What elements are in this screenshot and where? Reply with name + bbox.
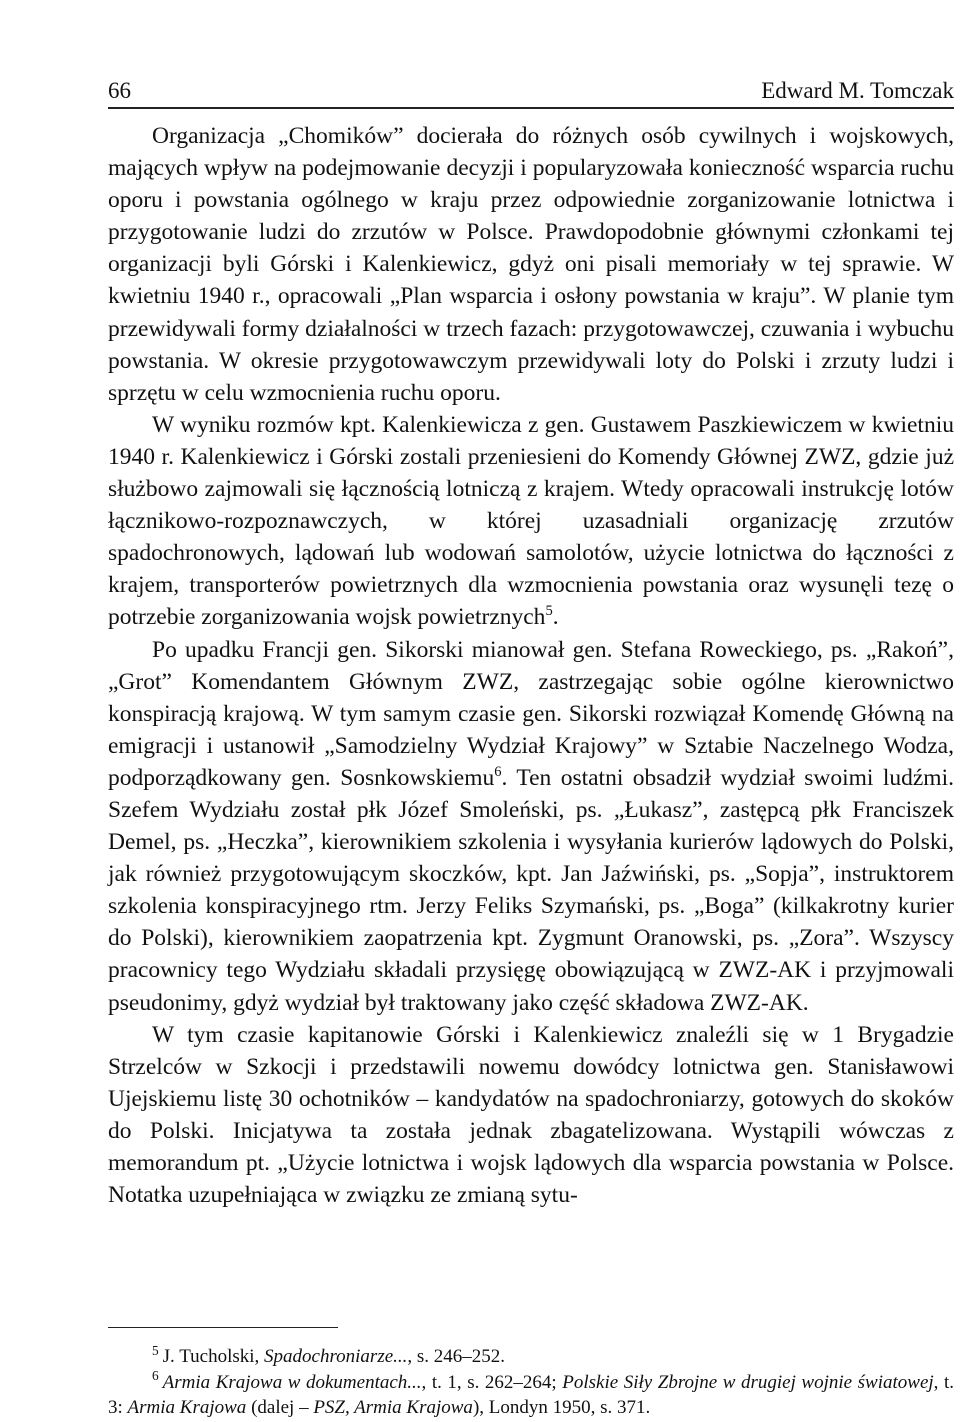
footnote-title: Spadochroniarze...	[264, 1346, 408, 1367]
header-rule	[108, 107, 954, 109]
paragraph	[108, 1019, 954, 1212]
paragraph	[108, 409, 954, 634]
paragraph-text: W tym czasie kapitanowie Górski i Kalenkiewicz znaleźli się w 1 Brygadzie Strzelców w Szkocji i przedstawili nowemu dowódcy lotnictwa gen. Stanisławowi Ujejskiemu listę 30 ochotników – kandydatów na spadochroniarzy, gotowych do skoków do Polski. Inicjatywa ta została jednak zbagatelizowana. Wystąpili wówczas z memorandum pt. „Użycie lotnictwa i wojsk lądowych dla wsparcia powstania w Polsce. Notatka uzupełniająca w związku ze zmianą sytu-	[108, 1021, 954, 1209]
footnote-title: Polskie Siły Zbrojne w drugiej wojnie światowej	[562, 1371, 934, 1393]
paragraph-text: W wyniku rozmów kpt. Kalenkiewicza z gen. Gustawem Paszkiewiczem w kwietniu 1940 r. Kalenkiewicz i Górski zostali przeniesieni do Komendy Głównej ZWZ, gdzie już służbowo zajmowali się łącznością lotniczą z krajem. Wtedy opracowali instrukcję lotów łącznikowo-rozpoznawczych, w której uzasadniali organizację zrzutów spadochronowych, lądowań lub wodowań samolotów, użycie lotnictwa do łączności z krajem, transporterów powietrznych dla wzmocnienia powstania oraz wysunęli tezę o potrzebie zorganizowania wojsk powietrznych	[108, 411, 954, 631]
footnote-ref[interactable]: 5	[545, 603, 553, 620]
footnote-mark: 5	[152, 1342, 159, 1358]
paragraph-text: .	[552, 604, 559, 631]
paragraph	[108, 120, 954, 409]
footnote-title: PSZ, Armia Krajowa	[313, 1397, 473, 1418]
footnote	[108, 1344, 954, 1370]
footnote-text: (dalej –	[246, 1397, 314, 1418]
footnote-text: , s. 246–252.	[407, 1346, 506, 1367]
footnote-text: ), Londyn 1950, s. 371.	[472, 1397, 651, 1418]
running-header	[108, 78, 954, 108]
paragraph-text: Organizacja „Chomików” docierała do różnych osób cywilnych i wojskowych, mających wpływ na podejmowanie decyzji i popularyzowała konieczność wsparcia ruchu oporu i powstania ogólnego w kraju przez odpowiednie zorganizowanie lotnictwa i przygotowanie ludzi do zrzutów w Polsce. Prawdopodobnie głównymi członkami tej organizacji byli Górski i Kalenkiewicz, gdyż oni pisali memoriały w tej sprawie. W kwietniu 1940 r., opracowali „Plan wsparcia i osłony powstania w kraju”. W planie tym przewidywali formy działalności w trzech fazach: przygotowawczej, czuwania i wybuchu powstania. W okresie przygotowawczym przewidywali loty do Polski i zrzuty ludzi i sprzętu w celu wzmocnienia ruchu oporu.	[108, 123, 954, 406]
paragraph-text: Po upadku Francji gen. Sikorski mianował gen. Stefana Roweckiego, ps. „Rakoń”, „Grot” Komendantem Głównym ZWZ, zastrzegając sobie ogólne kierownictwo konspiracją krajową. W tym samym czasie gen. Sikorski rozwiązał Komendę Główną na emigracji i ustanowił „Samodzielny Wydział Krajowy” w Sztabie Naczelnego Wodza, podporządkowany gen. Sosnkowskiemu	[108, 636, 954, 791]
footnote-text: , t. 1, s. 262–264;	[421, 1371, 563, 1393]
footnote-title: Armia Krajowa w dokumentach...	[162, 1371, 422, 1393]
footnote-text: J. Tucholski,	[162, 1346, 265, 1367]
footnotes	[108, 1344, 954, 1421]
paragraph-text: . Ten ostatni obsadził wydział swoimi ludźmi. Szefem Wydziału został płk Józef Smoleński, ps. „Łukasz”, zastępcą płk Franciszek Demel, ps. „Heczka”, kierownikiem szkolenia i wysyłania kurierów lądowych do Polski, jak również przygotowującym skoczków, kpt. Jan Jaźwiński, ps. „Sopja”, instruktorem szkolenia konspiracyjnego rtm. Jerzy Feliks Szymański, ps. „Boga” (kilkakrotny kurier do Polski), kierownikiem zaopatrzenia kpt. Zygmunt Oranowski, ps. „Zora”. Wszyscy pracownicy tego Wydziału składali przysięgę obowiązującą w ZWZ-AK i przyjmowali pseudonimy, gdyż wydział był traktowany jako część składowa ZWZ-AK.	[108, 764, 954, 1016]
footnote-rule	[108, 1327, 338, 1328]
running-head-author: Edward M. Tomczak	[761, 78, 954, 103]
body-text	[108, 120, 954, 1211]
footnote-text: , t. 3:	[108, 1371, 954, 1418]
footnote-mark: 6	[152, 1368, 159, 1384]
paragraph	[108, 634, 954, 1019]
page-number: 66	[108, 78, 131, 103]
footnote	[108, 1370, 954, 1421]
footnote-ref[interactable]: 6	[494, 764, 502, 781]
footnote-title: Armia Krajowa	[127, 1397, 247, 1418]
